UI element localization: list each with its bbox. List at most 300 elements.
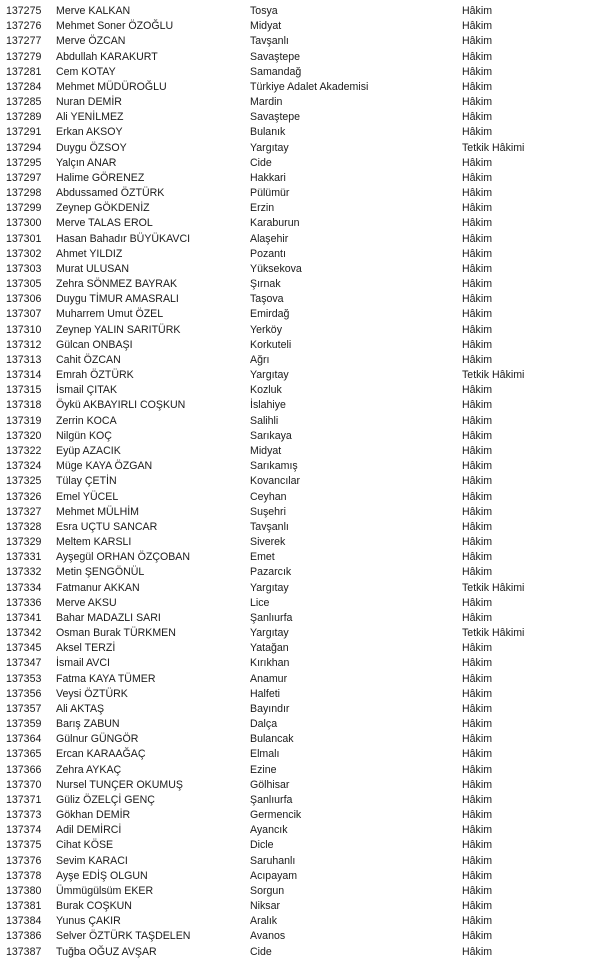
list-item xyxy=(0,672,600,687)
person-name: Selver ÖZTÜRK TAŞDELEN xyxy=(56,930,191,943)
person-name: Gülcan ONBAŞI xyxy=(56,338,133,351)
record-number: 137359 xyxy=(6,718,42,731)
position-title: Hâkim xyxy=(462,672,493,685)
list-item xyxy=(0,232,600,247)
person-name: Ercan KARAAĞAÇ xyxy=(56,748,146,761)
assignment-location: Ezine xyxy=(250,763,277,776)
person-name: Meltem KARSLI xyxy=(56,536,132,549)
record-number: 137307 xyxy=(6,308,42,321)
record-number: 137295 xyxy=(6,156,42,169)
assignment-location: Yargıtay xyxy=(250,581,289,594)
record-number: 137279 xyxy=(6,50,42,63)
person-name: Abdussamed ÖZTÜRK xyxy=(56,187,165,200)
position-title: Hâkim xyxy=(462,536,493,549)
person-name: Merve TALAS EROL xyxy=(56,217,153,230)
assignment-location: Lice xyxy=(250,596,270,609)
position-title: Hâkim xyxy=(462,35,493,48)
person-name: Merve ÖZCAN xyxy=(56,35,126,48)
record-number: 137329 xyxy=(6,536,42,549)
assignment-location: Yüksekova xyxy=(250,262,302,275)
record-number: 137347 xyxy=(6,657,42,670)
position-title: Hâkim xyxy=(462,414,493,427)
position-title: Tetkik Hâkimi xyxy=(462,141,525,154)
assignment-location: Alaşehir xyxy=(250,232,289,245)
assignment-location: Yerköy xyxy=(250,323,282,336)
list-item xyxy=(0,307,600,322)
position-title: Hâkim xyxy=(462,232,493,245)
assignment-location: Erzin xyxy=(250,202,275,215)
person-name: Ahmet YILDIZ xyxy=(56,247,123,260)
assignment-location: Sorgun xyxy=(250,884,285,897)
position-title: Hâkim xyxy=(462,126,493,139)
person-name: Ayşe EDİŞ OLGUN xyxy=(56,869,148,882)
position-title: Hâkim xyxy=(462,687,493,700)
record-number: 137357 xyxy=(6,702,42,715)
position-title: Hâkim xyxy=(462,399,493,412)
person-name: Cem KOTAY xyxy=(56,65,116,78)
position-title: Hâkim xyxy=(462,839,493,852)
person-name: Veysi ÖZTÜRK xyxy=(56,687,128,700)
record-number: 137285 xyxy=(6,96,42,109)
list-item xyxy=(0,353,600,368)
position-title: Hâkim xyxy=(462,733,493,746)
list-item xyxy=(0,914,600,929)
person-name: Bahar MADAZLI SARI xyxy=(56,611,161,624)
record-number: 137301 xyxy=(6,232,42,245)
assignment-location: Yargıtay xyxy=(250,369,289,382)
person-name: Yalçın ANAR xyxy=(56,156,117,169)
position-title: Hâkim xyxy=(462,884,493,897)
list-item xyxy=(0,156,600,171)
record-number: 137336 xyxy=(6,596,42,609)
position-title: Hâkim xyxy=(462,444,493,457)
person-name: Eyüp AZACIK xyxy=(56,444,121,457)
list-item xyxy=(0,323,600,338)
record-number: 137328 xyxy=(6,520,42,533)
record-number: 137373 xyxy=(6,809,42,822)
person-name: Adil DEMİRCİ xyxy=(56,824,122,837)
position-title: Hâkim xyxy=(462,611,493,624)
record-number: 137331 xyxy=(6,551,42,564)
assignment-location: Hakkari xyxy=(250,171,286,184)
record-number: 137345 xyxy=(6,642,42,655)
position-title: Hâkim xyxy=(462,551,493,564)
list-item xyxy=(0,702,600,717)
position-title: Hâkim xyxy=(462,596,493,609)
assignment-location: Midyat xyxy=(250,20,282,33)
record-number: 137297 xyxy=(6,171,42,184)
assignment-location: Suşehri xyxy=(250,505,286,518)
position-title: Hâkim xyxy=(462,702,493,715)
assignment-location: Karaburun xyxy=(250,217,300,230)
list-item xyxy=(0,747,600,762)
list-item xyxy=(0,550,600,565)
record-number: 137387 xyxy=(6,945,42,958)
person-name: Öykü AKBAYIRLI COŞKUN xyxy=(56,399,186,412)
position-title: Hâkim xyxy=(462,763,493,776)
assignment-location: Aralık xyxy=(250,915,278,928)
record-number: 137370 xyxy=(6,778,42,791)
assignment-location: Korkuteli xyxy=(250,338,292,351)
list-item xyxy=(0,110,600,125)
position-title: Hâkim xyxy=(462,490,493,503)
list-item xyxy=(0,80,600,95)
position-title: Tetkik Hâkimi xyxy=(462,369,525,382)
record-number: 137324 xyxy=(6,460,42,473)
assignment-location: Avanos xyxy=(250,930,286,943)
person-name: Cahit ÖZCAN xyxy=(56,353,121,366)
list-item xyxy=(0,338,600,353)
list-item xyxy=(0,34,600,49)
record-number: 137342 xyxy=(6,627,42,640)
position-title: Hâkim xyxy=(462,5,493,17)
person-name: Yunus ÇAKIR xyxy=(56,915,121,928)
position-title: Hâkim xyxy=(462,293,493,306)
record-number: 137303 xyxy=(6,262,42,275)
assignment-location: İslahiye xyxy=(250,399,286,412)
position-title: Hâkim xyxy=(462,809,493,822)
record-number: 137291 xyxy=(6,126,42,139)
record-number: 137374 xyxy=(6,824,42,837)
list-item xyxy=(0,262,600,277)
list-item xyxy=(0,778,600,793)
list-item xyxy=(0,884,600,899)
person-name: Sevim KARACI xyxy=(56,854,128,867)
record-number: 137299 xyxy=(6,202,42,215)
assignment-location: Bulanık xyxy=(250,126,286,139)
assignment-location: Cide xyxy=(250,156,272,169)
assignment-location: Kozluk xyxy=(250,384,282,397)
position-title: Tetkik Hâkimi xyxy=(462,627,525,640)
record-number: 137378 xyxy=(6,869,42,882)
assignment-location: Sarıkaya xyxy=(250,429,292,442)
position-title: Hâkim xyxy=(462,930,493,943)
record-number: 137356 xyxy=(6,687,42,700)
person-name: Fatma KAYA TÜMER xyxy=(56,672,156,685)
person-name: Aksel TERZİ xyxy=(56,642,116,655)
person-name: Zerrin KOCA xyxy=(56,414,117,427)
person-name: Gökhan DEMİR xyxy=(56,809,131,822)
list-item xyxy=(0,490,600,505)
position-title: Hâkim xyxy=(462,854,493,867)
record-number: 137275 xyxy=(6,5,42,17)
person-name: Merve AKSU xyxy=(56,596,117,609)
list-item xyxy=(0,823,600,838)
assignment-location: Samandağ xyxy=(250,65,302,78)
person-name: Tülay ÇETİN xyxy=(56,475,117,488)
record-number: 137375 xyxy=(6,839,42,852)
list-item xyxy=(0,383,600,398)
list-item xyxy=(0,19,600,34)
list-item xyxy=(0,186,600,201)
list-item xyxy=(0,581,600,596)
assignment-location: Şanlıurfa xyxy=(250,793,293,806)
position-title: Hâkim xyxy=(462,824,493,837)
position-title: Hâkim xyxy=(462,65,493,78)
person-name: Duygu TİMUR AMASRALI xyxy=(56,293,179,306)
list-item xyxy=(0,717,600,732)
person-name: Burak COŞKUN xyxy=(56,900,132,913)
position-title: Hâkim xyxy=(462,217,493,230)
list-item xyxy=(0,565,600,580)
record-number: 137326 xyxy=(6,490,42,503)
list-item xyxy=(0,929,600,944)
person-name: Merve KALKAN xyxy=(56,5,131,17)
person-name: Mehmet Soner ÖZOĞLU xyxy=(56,20,174,33)
assignment-location: Siverek xyxy=(250,536,286,549)
record-number: 137327 xyxy=(6,505,42,518)
list-item xyxy=(0,687,600,702)
assignment-location: Cide xyxy=(250,945,272,958)
position-title: Hâkim xyxy=(462,566,493,579)
assignment-location: Tosya xyxy=(250,5,278,17)
position-title: Hâkim xyxy=(462,520,493,533)
person-name: Zeynep YALIN SARITÜRK xyxy=(56,323,181,336)
assignment-location: Anamur xyxy=(250,672,288,685)
record-number: 137281 xyxy=(6,65,42,78)
record-number: 137312 xyxy=(6,338,42,351)
record-number: 137313 xyxy=(6,353,42,366)
record-number: 137294 xyxy=(6,141,42,154)
position-title: Hâkim xyxy=(462,748,493,761)
assignment-location: Yargıtay xyxy=(250,627,289,640)
list-item xyxy=(0,141,600,156)
person-name: Nuran DEMİR xyxy=(56,96,122,109)
record-number: 137371 xyxy=(6,793,42,806)
record-number: 137384 xyxy=(6,915,42,928)
record-number: 137334 xyxy=(6,581,42,594)
position-title: Hâkim xyxy=(462,429,493,442)
person-name: Muharrem Umut ÖZEL xyxy=(56,308,164,321)
person-name: Ümmügülsüm EKER xyxy=(56,884,154,897)
assignment-location: Tavşanlı xyxy=(250,520,289,533)
record-number: 137315 xyxy=(6,384,42,397)
list-item xyxy=(0,368,600,383)
record-number: 137320 xyxy=(6,429,42,442)
list-item xyxy=(0,292,600,307)
assignment-location: Pozantı xyxy=(250,247,286,260)
position-title: Hâkim xyxy=(462,384,493,397)
assignment-location: Pülümür xyxy=(250,187,290,200)
assignment-location: Şırnak xyxy=(250,278,281,291)
list-item xyxy=(0,641,600,656)
record-number: 137365 xyxy=(6,748,42,761)
person-name: Cihat KÖSE xyxy=(56,839,114,852)
person-name: Müge KAYA ÖZGAN xyxy=(56,460,153,473)
person-name: Barış ZABUN xyxy=(56,718,120,731)
record-number: 137284 xyxy=(6,80,42,93)
person-name: Fatmanur AKKAN xyxy=(56,581,140,594)
person-name: Ali AKTAŞ xyxy=(56,702,105,715)
record-number: 137318 xyxy=(6,399,42,412)
assignment-location: Savaştepe xyxy=(250,50,301,63)
list-item xyxy=(0,277,600,292)
assignment-location: Elmalı xyxy=(250,748,280,761)
person-name: Abdullah KARAKURT xyxy=(56,50,158,63)
position-title: Hâkim xyxy=(462,111,493,124)
record-number: 137386 xyxy=(6,930,42,943)
list-item xyxy=(0,945,600,960)
record-number: 137325 xyxy=(6,475,42,488)
list-item xyxy=(0,398,600,413)
position-title: Hâkim xyxy=(462,642,493,655)
list-item xyxy=(0,125,600,140)
record-number: 137314 xyxy=(6,369,42,382)
list-item xyxy=(0,4,600,19)
assignment-location: Ceyhan xyxy=(250,490,287,503)
person-name: Mehmet MÜDÜROĞLU xyxy=(56,80,167,93)
list-item xyxy=(0,474,600,489)
list-item xyxy=(0,414,600,429)
position-title: Hâkim xyxy=(462,20,493,33)
position-title: Hâkim xyxy=(462,308,493,321)
assignment-location: Tavşanlı xyxy=(250,35,289,48)
list-item xyxy=(0,808,600,823)
person-name: Zeynep GÖKDENİZ xyxy=(56,202,150,215)
record-number: 137341 xyxy=(6,611,42,624)
list-item xyxy=(0,626,600,641)
position-title: Hâkim xyxy=(462,202,493,215)
appointment-list xyxy=(0,4,600,960)
position-title: Hâkim xyxy=(462,50,493,63)
assignment-location: Yatağan xyxy=(250,642,289,655)
person-name: Osman Burak TÜRKMEN xyxy=(56,627,176,640)
list-item xyxy=(0,216,600,231)
person-name: Tuğba OĞUZ AVŞAR xyxy=(56,945,157,958)
assignment-location: Ağrı xyxy=(250,353,270,366)
list-item xyxy=(0,763,600,778)
assignment-location: Ayancık xyxy=(250,824,288,837)
assignment-location: Gölhisar xyxy=(250,778,290,791)
record-number: 137306 xyxy=(6,293,42,306)
record-number: 137277 xyxy=(6,35,42,48)
person-name: İsmail AVCI xyxy=(56,657,110,670)
assignment-location: Kırıkhan xyxy=(250,657,290,670)
position-title: Hâkim xyxy=(462,900,493,913)
record-number: 137380 xyxy=(6,884,42,897)
assignment-location: Emet xyxy=(250,551,275,564)
position-title: Hâkim xyxy=(462,171,493,184)
assignment-location: Türkiye Adalet Akademisi xyxy=(250,80,369,93)
person-name: Emrah ÖZTÜRK xyxy=(56,369,134,382)
person-name: Zehra SÖNMEZ BAYRAK xyxy=(56,278,178,291)
list-item xyxy=(0,65,600,80)
list-item xyxy=(0,201,600,216)
assignment-location: Taşova xyxy=(250,293,284,306)
position-title: Hâkim xyxy=(462,156,493,169)
person-name: Ayşegül ORHAN ÖZÇOBAN xyxy=(56,551,191,564)
list-item xyxy=(0,899,600,914)
position-title: Hâkim xyxy=(462,657,493,670)
assignment-location: Kovancılar xyxy=(250,475,301,488)
record-number: 137305 xyxy=(6,278,42,291)
list-item xyxy=(0,611,600,626)
list-item xyxy=(0,838,600,853)
position-title: Hâkim xyxy=(462,323,493,336)
list-item xyxy=(0,429,600,444)
assignment-location: Sarıkamış xyxy=(250,460,298,473)
position-title: Hâkim xyxy=(462,353,493,366)
position-title: Hâkim xyxy=(462,778,493,791)
record-number: 137322 xyxy=(6,444,42,457)
record-number: 137376 xyxy=(6,854,42,867)
list-item xyxy=(0,596,600,611)
person-name: Güliz ÖZELÇİ GENÇ xyxy=(56,793,155,806)
record-number: 137289 xyxy=(6,111,42,124)
list-item xyxy=(0,656,600,671)
list-item xyxy=(0,505,600,520)
assignment-location: Savaştepe xyxy=(250,111,301,124)
position-title: Hâkim xyxy=(462,475,493,488)
person-name: Zehra AYKAÇ xyxy=(56,763,122,776)
assignment-location: Dalça xyxy=(250,718,278,731)
list-item xyxy=(0,95,600,110)
position-title: Hâkim xyxy=(462,187,493,200)
person-name: Erkan AKSOY xyxy=(56,126,123,139)
assignment-location: Yargıtay xyxy=(250,141,289,154)
list-item xyxy=(0,444,600,459)
person-name: Esra UÇTU SANCAR xyxy=(56,520,158,533)
record-number: 137319 xyxy=(6,414,42,427)
assignment-location: Şanlıurfa xyxy=(250,611,293,624)
list-item xyxy=(0,869,600,884)
position-title: Hâkim xyxy=(462,460,493,473)
list-item xyxy=(0,520,600,535)
person-name: Nursel TUNÇER OKUMUŞ xyxy=(56,778,183,791)
person-name: Ali YENİLMEZ xyxy=(56,111,124,124)
person-name: Mehmet MÜLHİM xyxy=(56,505,139,518)
position-title: Hâkim xyxy=(462,96,493,109)
record-number: 137366 xyxy=(6,763,42,776)
position-title: Hâkim xyxy=(462,505,493,518)
record-number: 137298 xyxy=(6,187,42,200)
record-number: 137300 xyxy=(6,217,42,230)
assignment-location: Acıpayam xyxy=(250,869,298,882)
assignment-location: Dicle xyxy=(250,839,274,852)
record-number: 137364 xyxy=(6,733,42,746)
record-number: 137381 xyxy=(6,900,42,913)
person-name: Metin ŞENGÖNÜL xyxy=(56,566,145,579)
position-title: Hâkim xyxy=(462,247,493,260)
position-title: Hâkim xyxy=(462,278,493,291)
record-number: 137353 xyxy=(6,672,42,685)
list-item xyxy=(0,50,600,65)
position-title: Hâkim xyxy=(462,338,493,351)
list-item xyxy=(0,854,600,869)
position-title: Hâkim xyxy=(462,945,493,958)
record-number: 137302 xyxy=(6,247,42,260)
assignment-location: Germencik xyxy=(250,809,302,822)
list-item xyxy=(0,459,600,474)
assignment-location: Bayındır xyxy=(250,702,290,715)
person-name: Duygu ÖZSOY xyxy=(56,141,127,154)
person-name: Nilgün KOÇ xyxy=(56,429,112,442)
list-item xyxy=(0,535,600,550)
position-title: Hâkim xyxy=(462,915,493,928)
record-number: 137310 xyxy=(6,323,42,336)
person-name: Hasan Bahadır BÜYÜKAVCI xyxy=(56,232,191,245)
record-number: 137332 xyxy=(6,566,42,579)
position-title: Tetkik Hâkimi xyxy=(462,581,525,594)
assignment-location: Mardin xyxy=(250,96,283,109)
assignment-location: Halfeti xyxy=(250,687,281,700)
person-name: Halime GÖRENEZ xyxy=(56,171,145,184)
position-title: Hâkim xyxy=(462,262,493,275)
person-name: İsmail ÇITAK xyxy=(56,384,118,397)
assignment-location: Niksar xyxy=(250,900,281,913)
person-name: Murat ULUSAN xyxy=(56,262,129,275)
position-title: Hâkim xyxy=(462,80,493,93)
